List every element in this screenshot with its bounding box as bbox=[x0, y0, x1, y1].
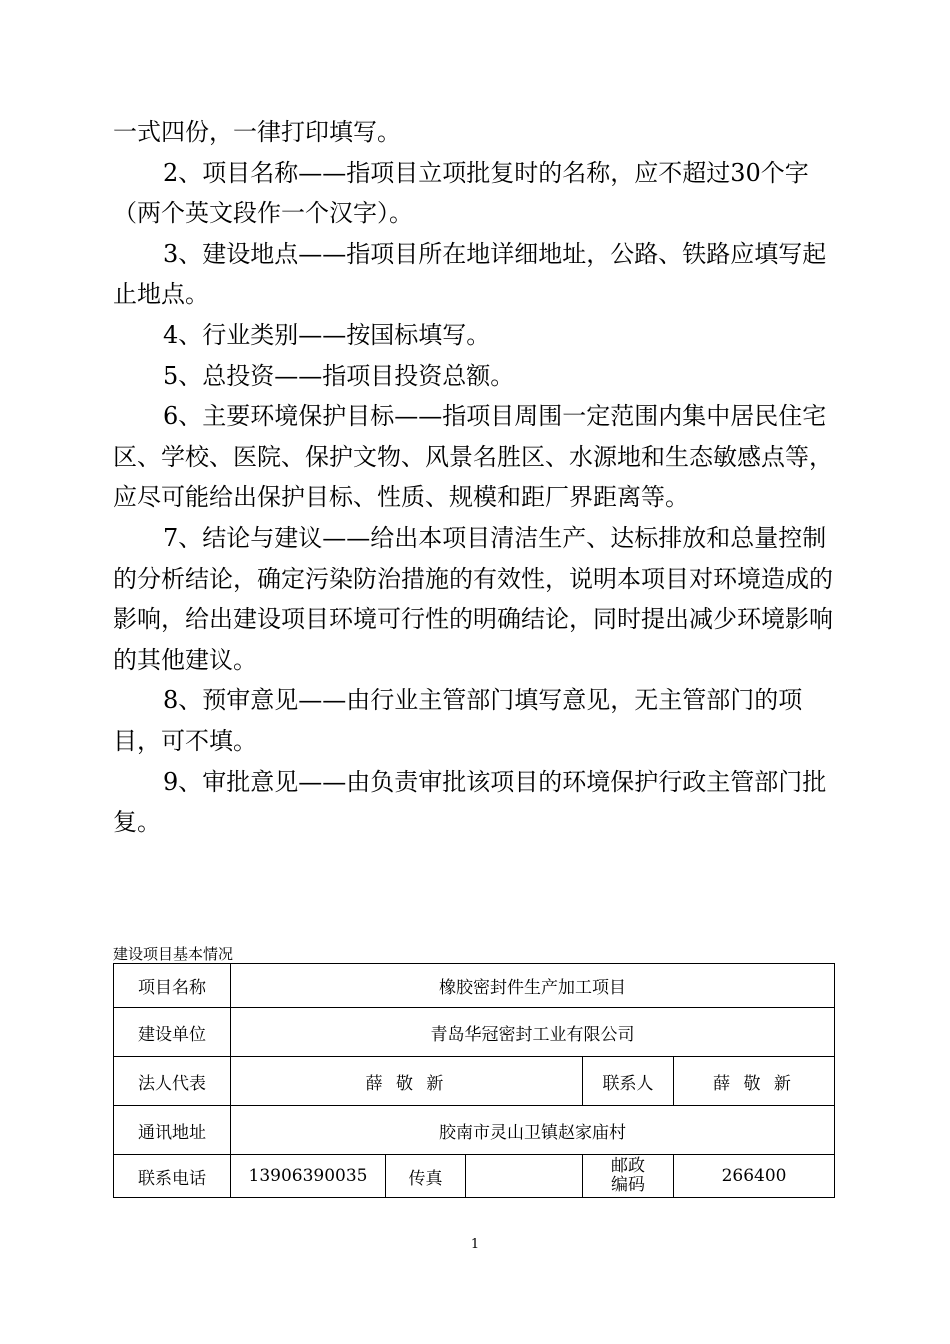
project-name-value: 橡胶密封件生产加工项目 bbox=[231, 964, 835, 1008]
contact-value: 薛 敬 新 bbox=[674, 1057, 835, 1106]
paragraph-5: 5、总投资——指项目投资总额。 bbox=[163, 361, 515, 390]
postal-code-label-line2: 编码 bbox=[611, 1175, 645, 1195]
phone-value: 13906390035 bbox=[231, 1155, 386, 1198]
paragraph-2: 2、项目名称——指项目立项批复时的名称，应不超过30个字（两个英文段作一个汉字）。 bbox=[113, 158, 809, 228]
phone-label: 联系电话 bbox=[114, 1155, 231, 1198]
paragraph-1: 一式四份，一律打印填写。 bbox=[113, 118, 401, 146]
paragraph-3: 3、建设地点——指项目所在地详细地址，公路、铁路应填写起止地点。 bbox=[113, 239, 827, 309]
project-name-label: 项目名称 bbox=[114, 964, 231, 1008]
builder-value: 青岛华冠密封工业有限公司 bbox=[231, 1008, 835, 1057]
table-row bbox=[114, 1155, 835, 1198]
address-label: 通讯地址 bbox=[114, 1106, 231, 1155]
project-info-table bbox=[113, 963, 835, 1198]
table-caption: 建设项目基本情况 bbox=[113, 945, 234, 963]
postal-code-label bbox=[583, 1155, 674, 1198]
instructions-text bbox=[113, 112, 843, 843]
table-row bbox=[114, 964, 835, 1008]
page-number: 1 bbox=[470, 1237, 480, 1252]
fax-value bbox=[466, 1155, 583, 1198]
address-value: 胶南市灵山卫镇赵家庙村 bbox=[231, 1106, 835, 1155]
postal-code-value: 266400 bbox=[674, 1155, 835, 1198]
paragraph-4: 4、行业类别——按国标填写。 bbox=[163, 320, 491, 349]
builder-label: 建设单位 bbox=[114, 1008, 231, 1057]
paragraph-9: 9、审批意见——由负责审批该项目的环境保护行政主管部门批复。 bbox=[113, 767, 827, 837]
paragraph-6: 6、主要环境保护目标——指项目周围一定范围内集中居民住宅区、学校、医院、保护文物、风景名胜区、水源地和生态敏感点等，应尽可能给出保护目标、性质、规模和距厂界距离等。 bbox=[113, 402, 833, 512]
table-row bbox=[114, 1008, 835, 1057]
paragraph-8: 8、预审意见——由行业主管部门填写意见，无主管部门的项目，可不填。 bbox=[113, 686, 803, 755]
postal-code-label-line1: 邮政 bbox=[611, 1156, 645, 1176]
fax-label: 传真 bbox=[386, 1155, 466, 1198]
legal-rep-label: 法人代表 bbox=[114, 1057, 231, 1106]
legal-rep-value: 薛 敬 新 bbox=[231, 1057, 583, 1106]
table-row bbox=[114, 1106, 835, 1155]
table-row bbox=[114, 1057, 835, 1106]
paragraph-7: 7、结论与建议——给出本项目清洁生产、达标排放和总量控制的分析结论，确定污染防治措施的有效性，说明本项目对环境造成的影响，给出建设项目环境可行性的明确结论，同时提出减少环境影响的其他建议。 bbox=[113, 523, 833, 674]
contact-label: 联系人 bbox=[583, 1057, 674, 1106]
